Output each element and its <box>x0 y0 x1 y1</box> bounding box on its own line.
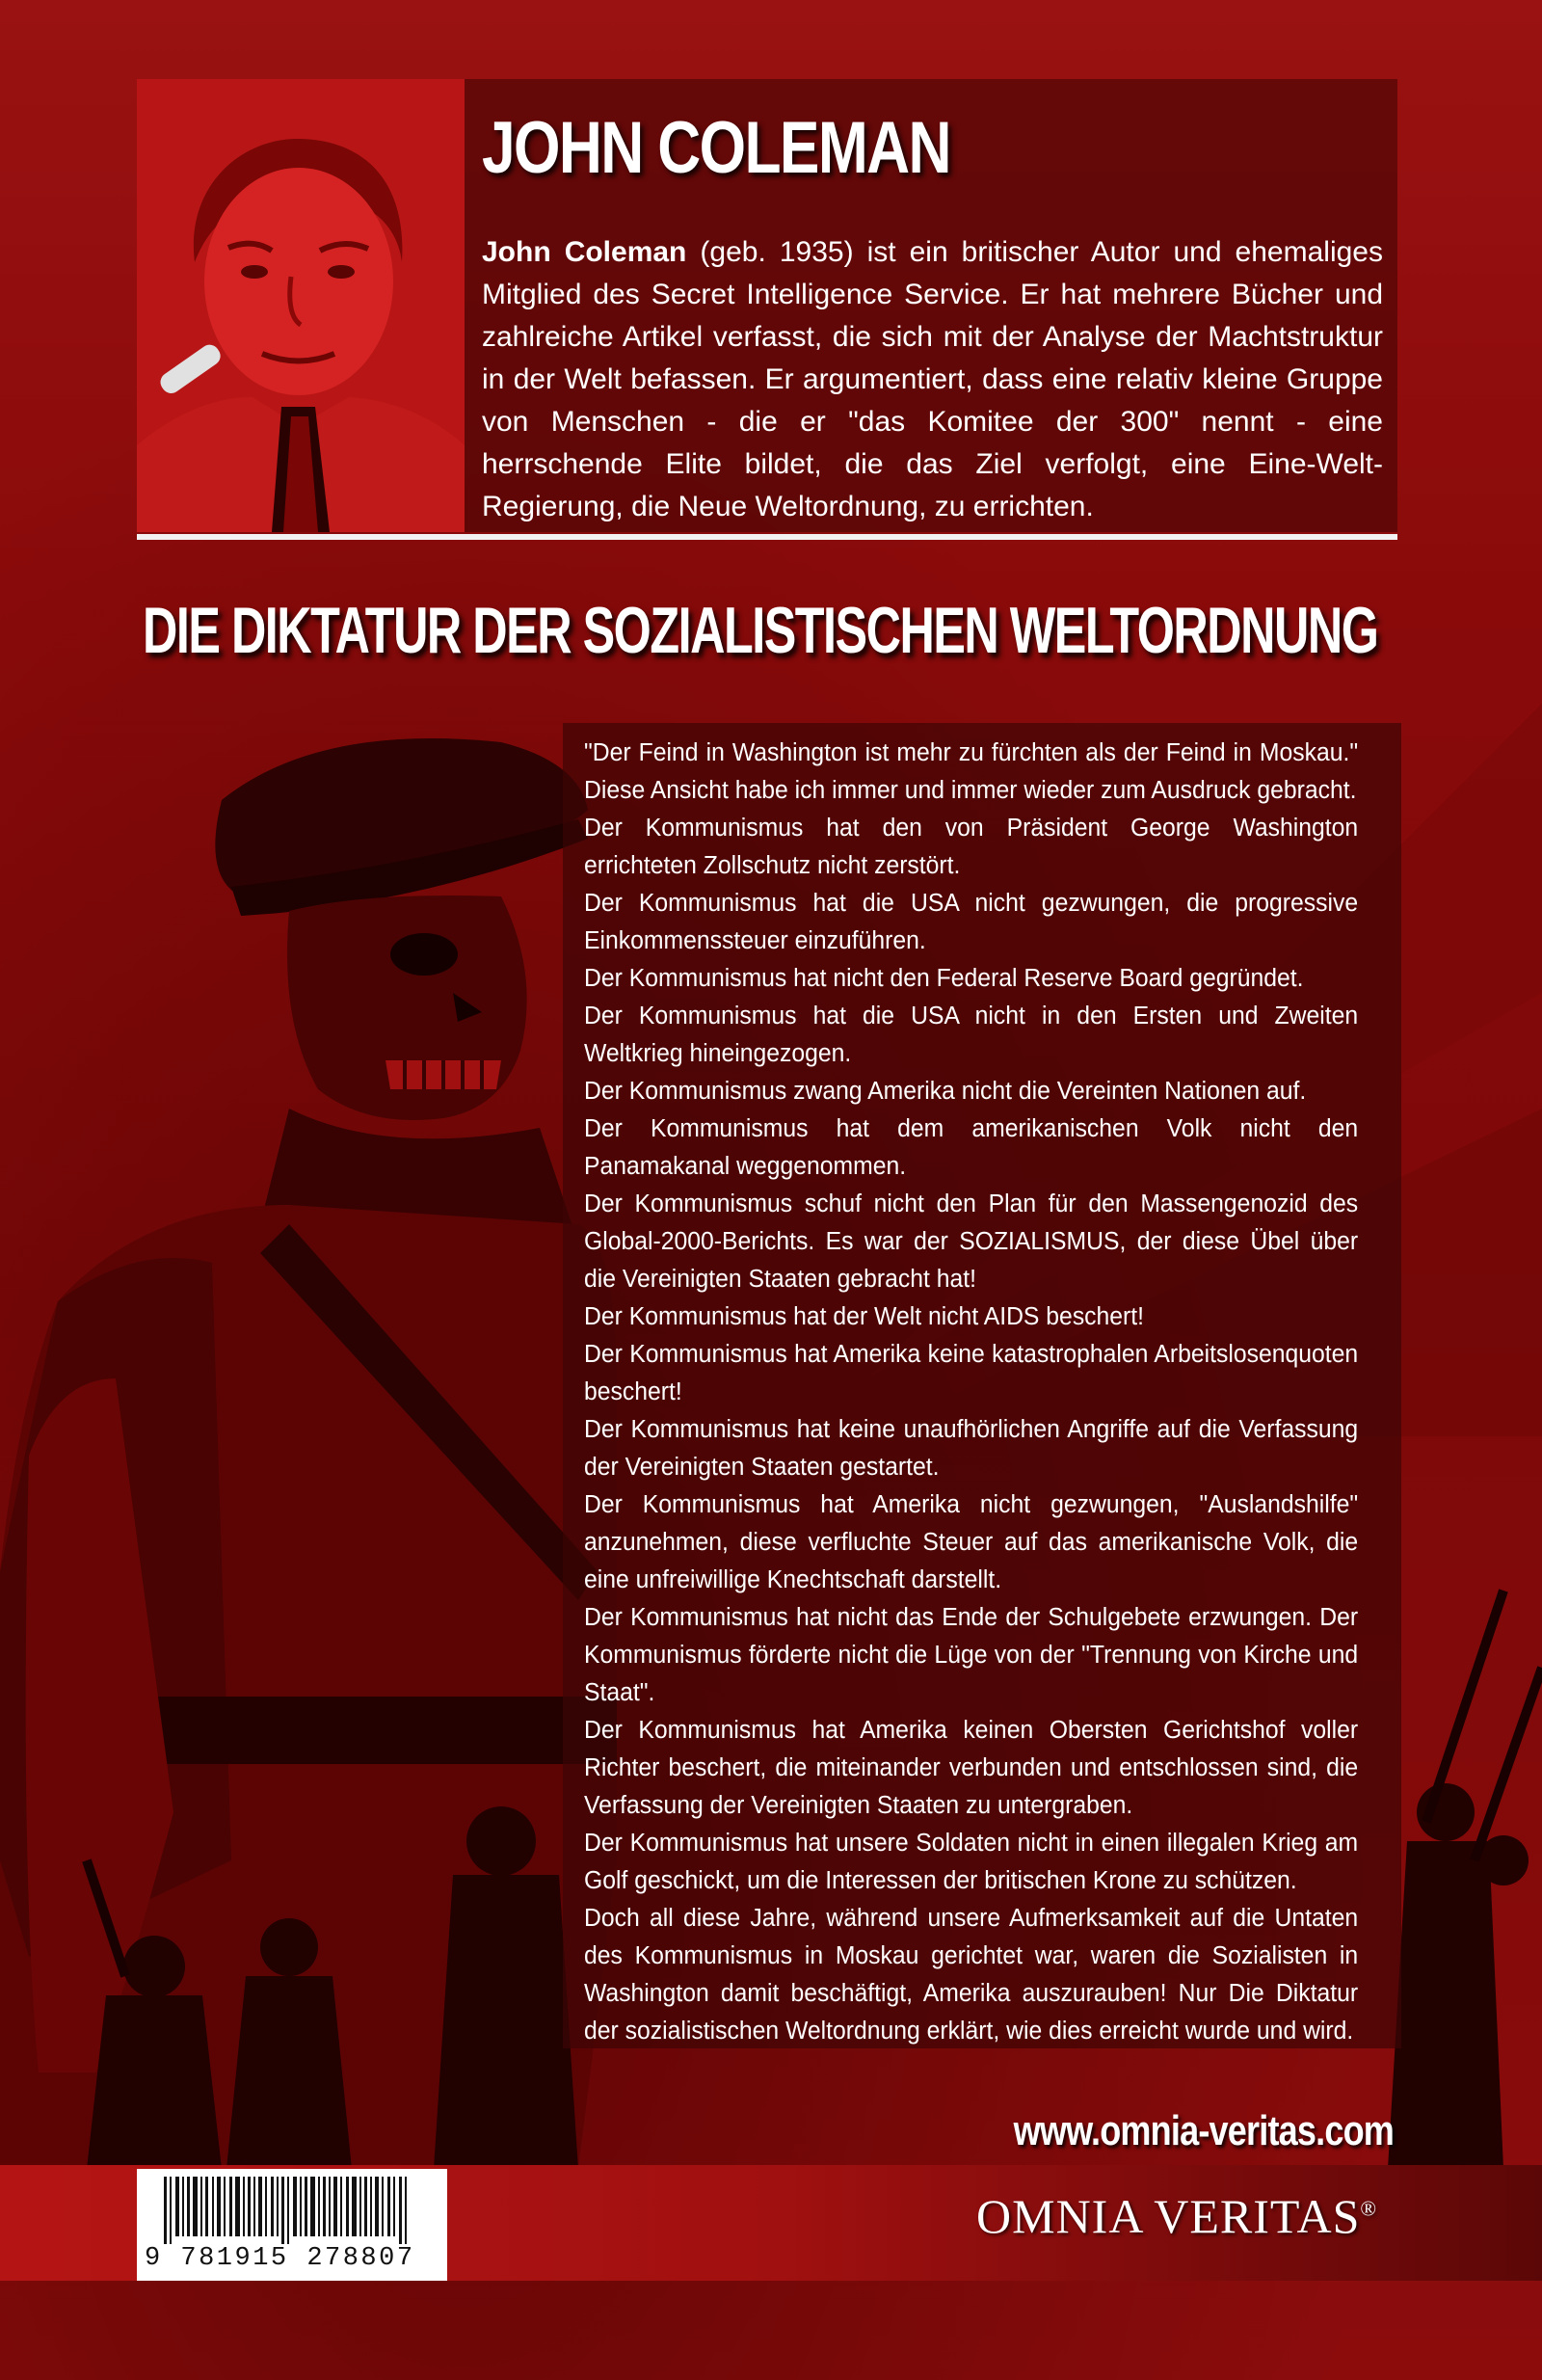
quote-paragraph: Der Kommunismus hat den von Präsident George Washington errichteten Zollschutz nicht zerstört. <box>584 815 1359 879</box>
publisher-name: OMNIA VERITAS <box>976 2189 1361 2243</box>
quote-paragraph: Der Kommunismus zwang Amerika nicht die Vereinten Nationen auf. <box>584 1078 1307 1105</box>
author-bio-name: John Coleman <box>482 236 687 268</box>
publisher-logo <box>976 2188 1377 2244</box>
author-portrait-image <box>137 79 465 532</box>
author-bio <box>482 231 1383 528</box>
quote-paragraph: Der Kommunismus schuf nicht den Plan für den Massengenozid des Global-2000-Berichts. Es war der SOZIALISMUS, der diese Übel über die Vereinigten Staaten gebracht hat! <box>584 1190 1359 1293</box>
author-name: JOHN COLEMAN <box>482 107 950 189</box>
quote-paragraph: Der Kommunismus hat Amerika keine katastrophalen Arbeitslosenquoten beschert! <box>584 1341 1359 1405</box>
isbn-number: 9 781915 278807 <box>145 2244 415 2273</box>
quote-paragraph: Der Kommunismus hat nicht das Ende der Schulgebete erzwungen. Der Kommunismus förderte nicht die Lüge von der "Trennung von Kirche und Staat". <box>584 1604 1359 1706</box>
quote-paragraph: "Der Feind in Washington ist mehr zu fürchten als der Feind in Moskau." Diese Ansicht habe ich immer und immer wieder zum Ausdruck gebracht. <box>584 739 1359 804</box>
publisher-website[interactable]: www.omnia-veritas.com <box>1013 2107 1394 2154</box>
quote-paragraph: Der Kommunismus hat keine unaufhörlichen Angriffe auf die Verfassung der Vereinigten Staaten gestartet. <box>584 1416 1359 1481</box>
barcode-icon <box>137 2169 447 2246</box>
author-portrait <box>137 79 465 532</box>
quote-paragraph: Der Kommunismus hat der Welt nicht AIDS beschert! <box>584 1303 1145 1330</box>
quote-paragraph: Der Kommunismus hat unsere Soldaten nicht in einen illegalen Krieg am Golf geschickt, um die Interessen der britischen Krone zu schützen. <box>584 1830 1359 1894</box>
quote-paragraph: Der Kommunismus hat die USA nicht in den Ersten und Zweiten Weltkrieg hineingezogen. <box>584 1003 1359 1067</box>
quote-text <box>584 735 1358 2050</box>
quote-paragraph: Doch all diese Jahre, während unsere Aufmerksamkeit auf die Untaten des Kommunismus in Moskau gerichtet war, waren die Sozialisten in Washington damit beschäftigt, Amerika auszurauben! Nur Die Diktatur der sozialistischen Weltordnung erklärt, wie dies erreicht wurde und wird. <box>584 1905 1359 2045</box>
quote-paragraph: Der Kommunismus hat nicht den Federal Reserve Board gegründet. <box>584 965 1304 992</box>
book-title: DIE DIKTATUR DER SOZIALISTISCHEN WELTORDNUNG <box>143 594 1378 667</box>
section-divider <box>137 534 1397 540</box>
quote-paragraph: Der Kommunismus hat die USA nicht gezwungen, die progressive Einkommenssteuer einzuführen. <box>584 890 1359 954</box>
quote-paragraph: Der Kommunismus hat Amerika nicht gezwungen, "Auslandshilfe" anzunehmen, diese verfluchte Steuer auf das amerikanische Volk, die eine unfreiwillige Knechtschaft darstellt. <box>584 1491 1359 1593</box>
quote-paragraph: Der Kommunismus hat dem amerikanischen Volk nicht den Panamakanal weggenommen. <box>584 1115 1359 1180</box>
registered-mark: ® <box>1360 2196 1378 2221</box>
author-bio-text: (geb. 1935) ist ein britischer Autor und ehemaliges Mitglied des Secret Intelligence Service. Er hat mehrere Bücher und zahlreiche Artikel verfasst, die sich mit der Analyse der Machtstruktur in der Welt befassen. Er argumentiert, dass eine relativ kleine Gruppe von Menschen - die er "das Komitee der 300" nennt - eine herrschende Elite bildet, die das Ziel verfolgt, eine Eine-Welt-Regierung, die Neue Weltordnung, zu errichten. <box>482 236 1383 522</box>
quote-paragraph: Der Kommunismus hat Amerika keinen Obersten Gerichtshof voller Richter beschert, die miteinander verbunden und entschlossen sind, die Verfassung der Vereinigten Staaten zu untergraben. <box>584 1717 1359 1819</box>
